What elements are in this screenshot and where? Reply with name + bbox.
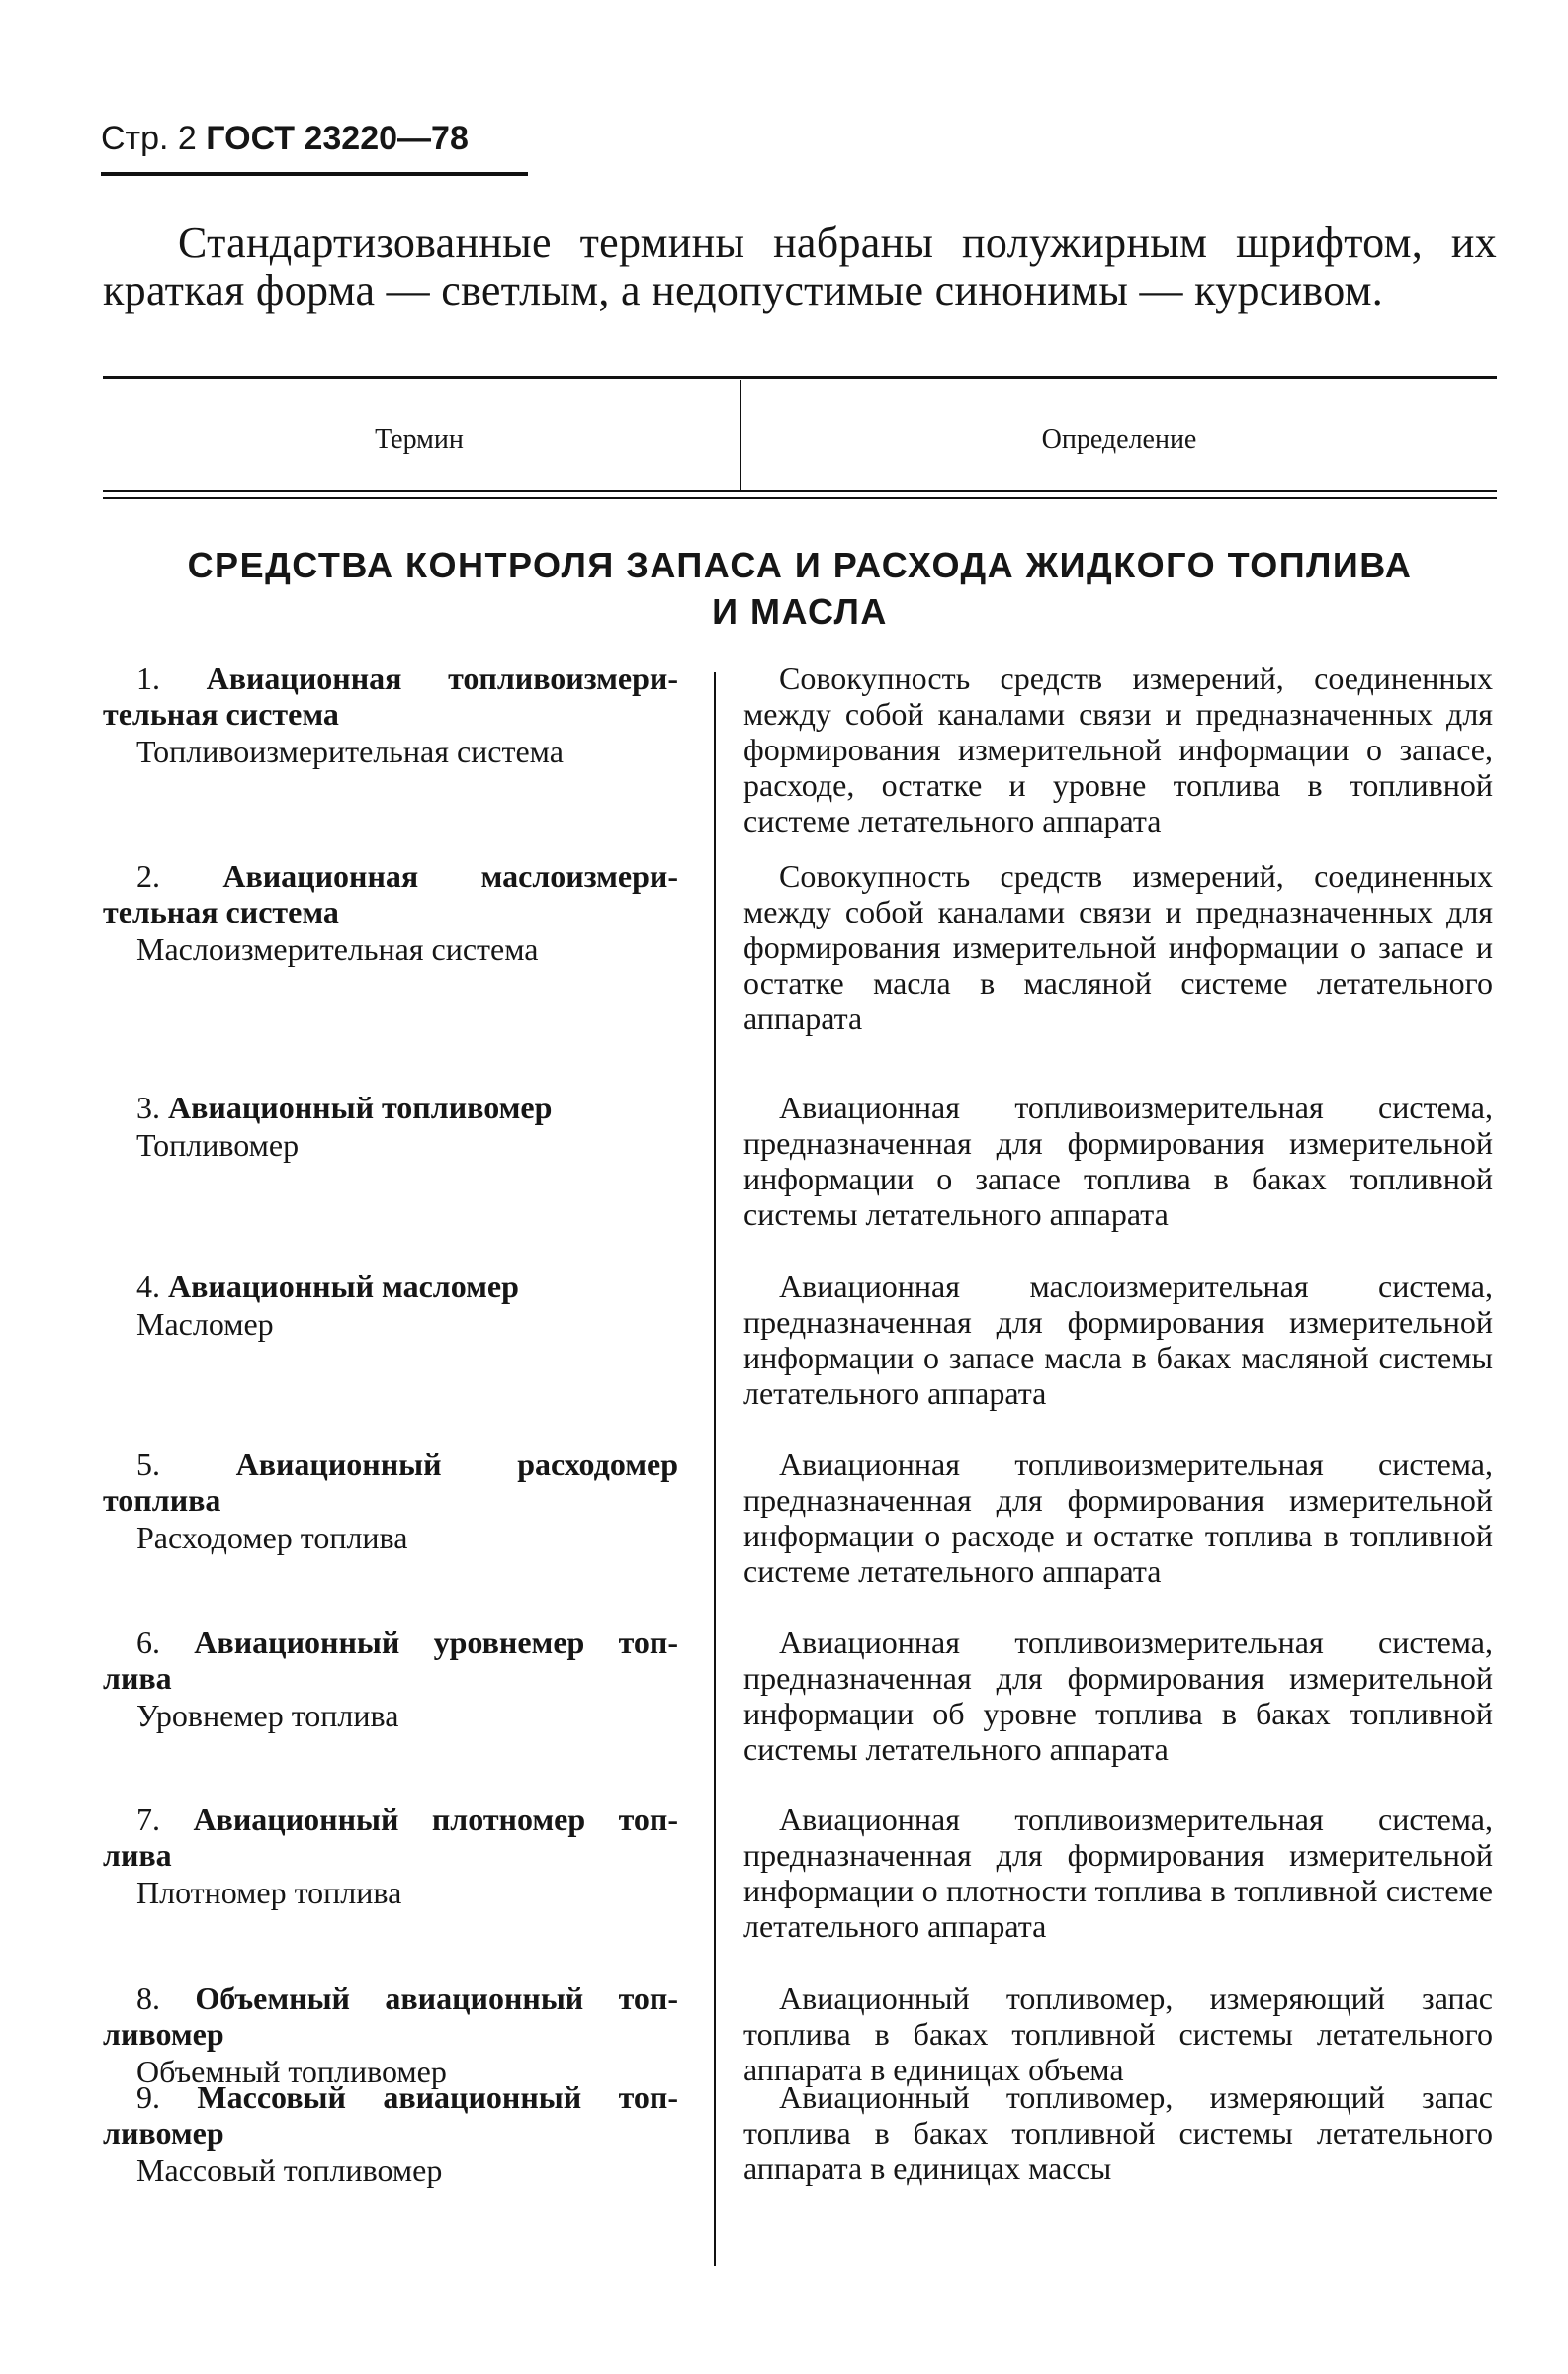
term-name: лива xyxy=(103,1837,172,1873)
term-entry-2 xyxy=(103,858,678,967)
table-header-rule-2 xyxy=(103,497,1497,499)
term-short-form: Массовый топливомер xyxy=(136,2153,443,2188)
term-entry-5 xyxy=(103,1447,678,1555)
intro-paragraph: Стандартизованные термины набраны полужирным шрифтом, их краткая форма — светлым, а недопустимые синонимы — курсивом. xyxy=(103,219,1497,314)
column-header-term: Термин xyxy=(375,424,464,455)
term-short-form: Маслоизмерительная система xyxy=(136,931,539,967)
term-number: 1. xyxy=(136,660,160,696)
term-short-form: Расходомер топлива xyxy=(136,1520,408,1555)
term-name: Авиационная топливоизмери- xyxy=(206,660,678,696)
section-title-line1: СРЕДСТВА КОНТРОЛЯ ЗАПАСА И РАСХОДА ЖИДКОГО ТОПЛИВА xyxy=(187,545,1413,585)
term-name: тельная система xyxy=(103,696,339,732)
term-name: ливомер xyxy=(103,2115,224,2151)
term-short-form: Плотномер топлива xyxy=(136,1875,402,1910)
term-definition-8: Авиационный топливомер, измеряющий запас топлива в баках топливной системы летательного аппарата в единицах объема xyxy=(743,1980,1493,2087)
term-name: Авиационный плотномер топ- xyxy=(193,1802,679,1837)
term-name: Авиационный масломер xyxy=(168,1269,519,1304)
term-name: Авиационный уровнемер топ- xyxy=(194,1625,678,1660)
term-definition-4: Авиационная маслоизмерительная система, предназначенная для формирования измерительной информации о запасе масла в баках масляной системы летательного аппарата xyxy=(743,1269,1493,1411)
term-number: 5. xyxy=(136,1447,160,1482)
term-entry-9 xyxy=(103,2079,678,2188)
term-short-form: Объемный топливомер xyxy=(136,2054,447,2089)
term-number: 2. xyxy=(136,858,160,894)
term-short-form: Топливоизмерительная система xyxy=(136,734,564,769)
page-header xyxy=(101,119,469,158)
term-number: 8. xyxy=(136,1980,160,2016)
term-entry-3 xyxy=(103,1090,678,1163)
term-definition-3: Авиационная топливоизмерительная система, предназначенная для формирования измерительной информации о запасе топлива в баках топливной системы летательного аппарата xyxy=(743,1090,1493,1232)
term-entry-6 xyxy=(103,1625,678,1733)
section-title xyxy=(103,542,1497,635)
term-short-form: Масломер xyxy=(136,1306,274,1342)
term-name: тельная система xyxy=(103,894,339,929)
column-header-definition: Определение xyxy=(1041,424,1197,455)
header-underline xyxy=(101,172,528,176)
term-name: Массовый авиационный топ- xyxy=(197,2079,679,2115)
term-name: лива xyxy=(103,1660,172,1696)
term-entry-4 xyxy=(103,1269,678,1342)
term-definition-5: Авиационная топливоизмерительная система, предназначенная для формирования измерительной информации о расходе и остатке топлива в топливной системе летательного аппарата xyxy=(743,1447,1493,1589)
term-name: топлива xyxy=(103,1482,221,1518)
term-number: 9. xyxy=(136,2079,160,2115)
header-column-divider xyxy=(740,380,741,492)
table-header-rule-1 xyxy=(103,490,1497,492)
term-number: 7. xyxy=(136,1802,160,1837)
term-name: Авиационная маслоизмери- xyxy=(222,858,679,894)
term-entry-8 xyxy=(103,1980,678,2089)
term-short-form: Топливомер xyxy=(136,1127,300,1163)
term-name: Авиационный топливомер xyxy=(168,1090,553,1125)
table-top-rule xyxy=(103,376,1497,379)
term-short-form: Уровнемер топлива xyxy=(136,1698,399,1733)
term-number: 3. xyxy=(136,1090,160,1125)
term-definition-6: Авиационная топливоизмерительная система, предназначенная для формирования измерительной информации об уровне топлива в баках топливной системы летательного аппарата xyxy=(743,1625,1493,1767)
term-definition-7: Авиационная топливоизмерительная система, предназначенная для формирования измерительной информации о плотности топлива в топливной системе летательного аппарата xyxy=(743,1802,1493,1944)
term-name: Авиационный расходомер xyxy=(235,1447,678,1482)
term-definition-9: Авиационный топливомер, измеряющий запас топлива в баках топливной системы летательного аппарата в единицах массы xyxy=(743,2079,1493,2186)
term-name: ливомер xyxy=(103,2016,224,2052)
term-number: 6. xyxy=(136,1625,160,1660)
page-number: Стр. 2 xyxy=(101,120,197,157)
term-name: Объемный авиационный топ- xyxy=(195,1980,679,2016)
standard-code: ГОСТ 23220—78 xyxy=(206,120,469,157)
body-column-divider xyxy=(714,672,716,2266)
section-title-line2: И МАСЛА xyxy=(712,591,888,632)
term-definition-1: Совокупность средств измерений, соединенных между собой каналами связи и предназначенных для формирования измерительной информации о запасе, расходе, остатке и уровне топлива в топливной системе летательного аппарата xyxy=(743,660,1493,838)
term-entry-1 xyxy=(103,660,678,769)
term-number: 4. xyxy=(136,1269,160,1304)
term-definition-2: Совокупность средств измерений, соединенных между собой каналами связи и предназначенных для формирования измерительной информации о запасе и остатке масла в масляной системе летательного аппарата xyxy=(743,858,1493,1036)
term-entry-7 xyxy=(103,1802,678,1910)
